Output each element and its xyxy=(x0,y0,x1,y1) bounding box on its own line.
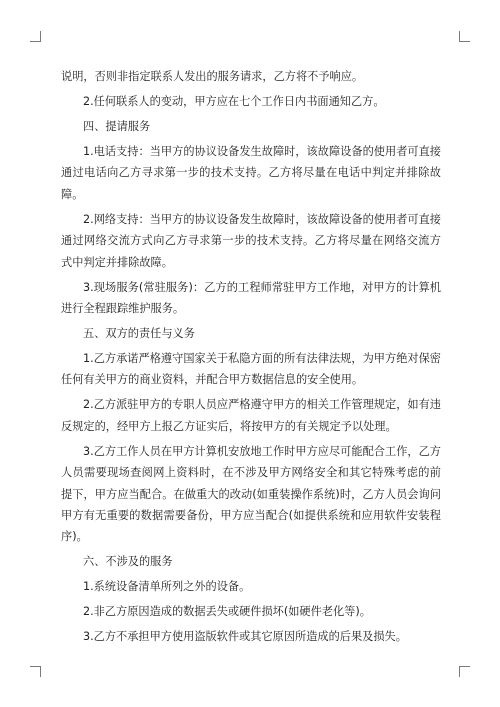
paragraph-excluded-piracy: 3.乙方不承担甲方使用盗版软件或其它原因所造成的后果及损失。 xyxy=(83,630,407,644)
paragraph-privacy-commitment: 1.乙方承诺严格遵守国家关于私隐方面的所有法律法规，为甲方绝对保密任何有关甲方的商业资料，并配合甲方数据信息的安全使用。 xyxy=(61,352,441,387)
crop-mark-bottom-right xyxy=(459,666,470,677)
paragraph-excluded-equipment: 1.系统设备清单所列之外的设备。 xyxy=(83,580,251,594)
section-heading-request-service: 四、提请服务 xyxy=(83,120,151,133)
document-body xyxy=(61,66,441,651)
crop-mark-bottom-left xyxy=(30,666,41,677)
paragraph-staff-rules: 2.乙方派驻甲方的专职人员应严格遵守甲方的相关工作管理规定，如有违反规定的，经甲方上报乙方证实后，将按甲方的有关规定予以处理。 xyxy=(61,398,441,433)
section-heading-responsibilities: 五、双方的责任与义务 xyxy=(83,327,195,341)
paragraph-network-support: 2.网络支持：当甲方的协议设备发生故障时，该故障设备的使用者可直接通过网络交流方式向乙方寻求第一步的技术支持。乙方将尽量在网络交流方式中判定并排除故障。 xyxy=(61,212,441,269)
paragraph-excluded-data-loss: 2.非乙方原因造成的数据丢失或硬件损坏(如硬件老化等)。 xyxy=(83,605,371,619)
crop-mark-top-right xyxy=(459,31,470,42)
paragraph-contact-change: 2.任何联系人的变动，甲方应在七个工作日内书面通知乙方。 xyxy=(83,95,385,108)
paragraph-contact-note: 说明，否则非指定联系人发出的服务请求，乙方将不予响应。 xyxy=(61,70,364,83)
paragraph-onsite-service: 3.现场服务(常驻服务)：乙方的工程师常驻甲方工作地，对甲方的计算机进行全程跟踪维护服务。 xyxy=(61,280,441,316)
paragraph-onsite-cooperation: 3.乙方工作人员在甲方计算机安放地工作时甲方应尽可能配合工作，乙方人员需要现场查阅网上资料时，在不涉及甲方网络安全和其它特殊考虑的前提下，甲方应当配合。在做重大的改动(如重装操作系统)时，乙方人员会询问甲方有无重要的数据需要备份，甲方应当配合(如提供系统和应用软件安装程序)。 xyxy=(61,444,441,544)
paragraph-phone-support: 1.电话支持：当甲方的协议设备发生故障时，该故障设备的使用者可直接通过电话向乙方寻求第一步的技术支持。乙方将尽量在电话中判定并排除故障。 xyxy=(61,145,441,201)
crop-mark-top-left xyxy=(30,31,41,42)
section-heading-excluded-services: 六、不涉及的服务 xyxy=(83,555,173,569)
